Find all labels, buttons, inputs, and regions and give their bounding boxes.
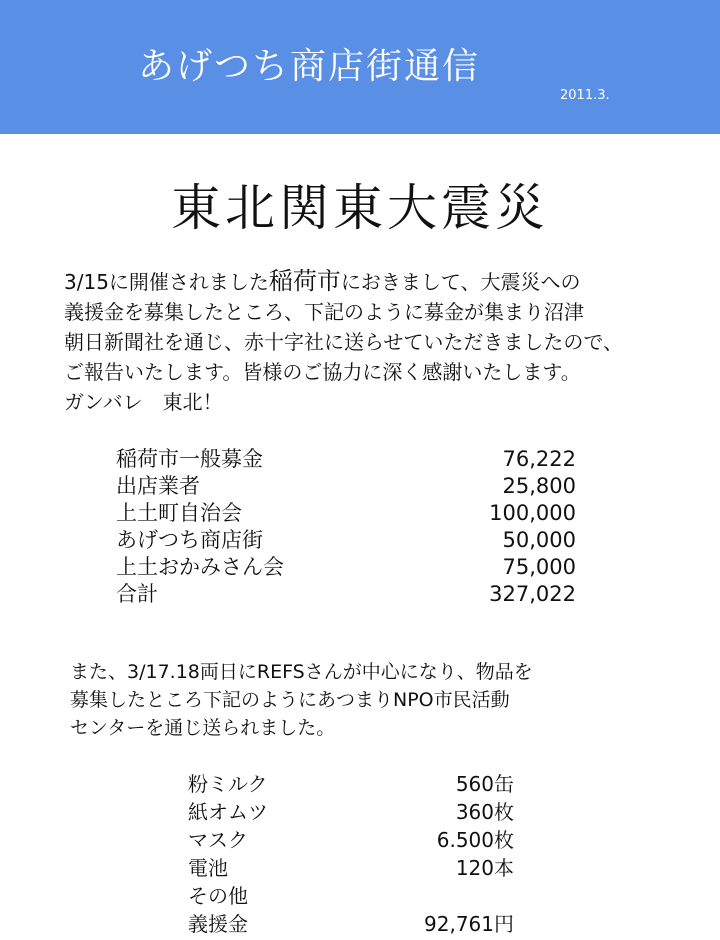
donation-total-label: 合計 — [116, 582, 158, 606]
goods-label: マスク — [188, 828, 248, 852]
issue-date: 2011.3. — [560, 88, 610, 103]
goods-row — [188, 854, 514, 882]
intro-paragraph — [64, 266, 684, 417]
donation-label: 稲荷市一般募金 — [116, 447, 263, 471]
goods-line-2: 募集したところ下記のようにあつまりNPO市民活動 — [70, 689, 510, 711]
main-title: 東北関東大震災 — [171, 179, 549, 237]
goods-line-1: また、3/17.18両日にREFSさんが中心になり、物品を — [70, 661, 533, 683]
donation-amount: 100,000 — [489, 501, 576, 525]
goods-label: 義援金 — [188, 912, 248, 936]
newsletter-title: あげつち商店街通信 — [138, 46, 481, 87]
donation-label: 出店業者 — [116, 474, 200, 498]
goods-label: その他 — [188, 884, 248, 908]
donation-amount: 75,000 — [502, 555, 576, 579]
goods-row — [188, 826, 514, 854]
intro-line-3: 朝日新聞社を通じ、赤十字社に送らせていただきましたので、 — [64, 330, 623, 354]
donation-row — [116, 473, 576, 500]
intro-line-4: ご報告いたします。皆様のご協力に深く感謝いたします。 — [64, 360, 581, 384]
donation-row — [116, 446, 576, 473]
goods-label: 電池 — [188, 856, 228, 880]
goods-row — [188, 910, 514, 938]
donation-label: あげつち商店街 — [116, 528, 263, 552]
goods-amount: 360枚 — [455, 800, 514, 824]
donation-amount: 76,222 — [502, 447, 576, 471]
donation-total-row — [116, 581, 576, 608]
donation-amount: 50,000 — [502, 528, 576, 552]
goods-line-3: センターを通じ送られました。 — [70, 717, 336, 739]
intro-line-1-end: におきまして、大震災への — [340, 270, 581, 294]
donation-amount: 25,800 — [502, 474, 576, 498]
donation-row — [116, 500, 576, 527]
donation-row — [116, 527, 576, 554]
intro-line-1 — [64, 266, 684, 297]
intro-line-2: 義援金を募集したところ、下記のように募金が集まり沼津 — [64, 300, 584, 324]
goods-label: 粉ミルク — [188, 772, 268, 796]
donation-row — [116, 554, 576, 581]
donation-label: 上土町自治会 — [116, 501, 242, 525]
donation-label: 上土おかみさん会 — [116, 555, 284, 579]
goods-paragraph — [70, 658, 690, 742]
goods-row — [188, 882, 514, 910]
intro-highlight: 稲荷市 — [268, 267, 341, 295]
goods-row — [188, 770, 514, 798]
goods-label: 紙オムツ — [188, 800, 268, 824]
header-banner — [0, 0, 720, 134]
donation-table — [116, 446, 576, 608]
goods-amount: 120本 — [455, 856, 514, 880]
goods-amount: 6.500枚 — [436, 828, 514, 852]
intro-line-1-start: 3/15に開催されました — [64, 270, 269, 294]
goods-amount: 560缶 — [455, 772, 514, 796]
intro-line-5: ガンバレ 東北！ — [64, 390, 223, 414]
goods-table — [188, 770, 514, 938]
goods-amount: 92,761円 — [424, 912, 514, 936]
goods-row — [188, 798, 514, 826]
donation-total-amount: 327,022 — [489, 582, 576, 606]
